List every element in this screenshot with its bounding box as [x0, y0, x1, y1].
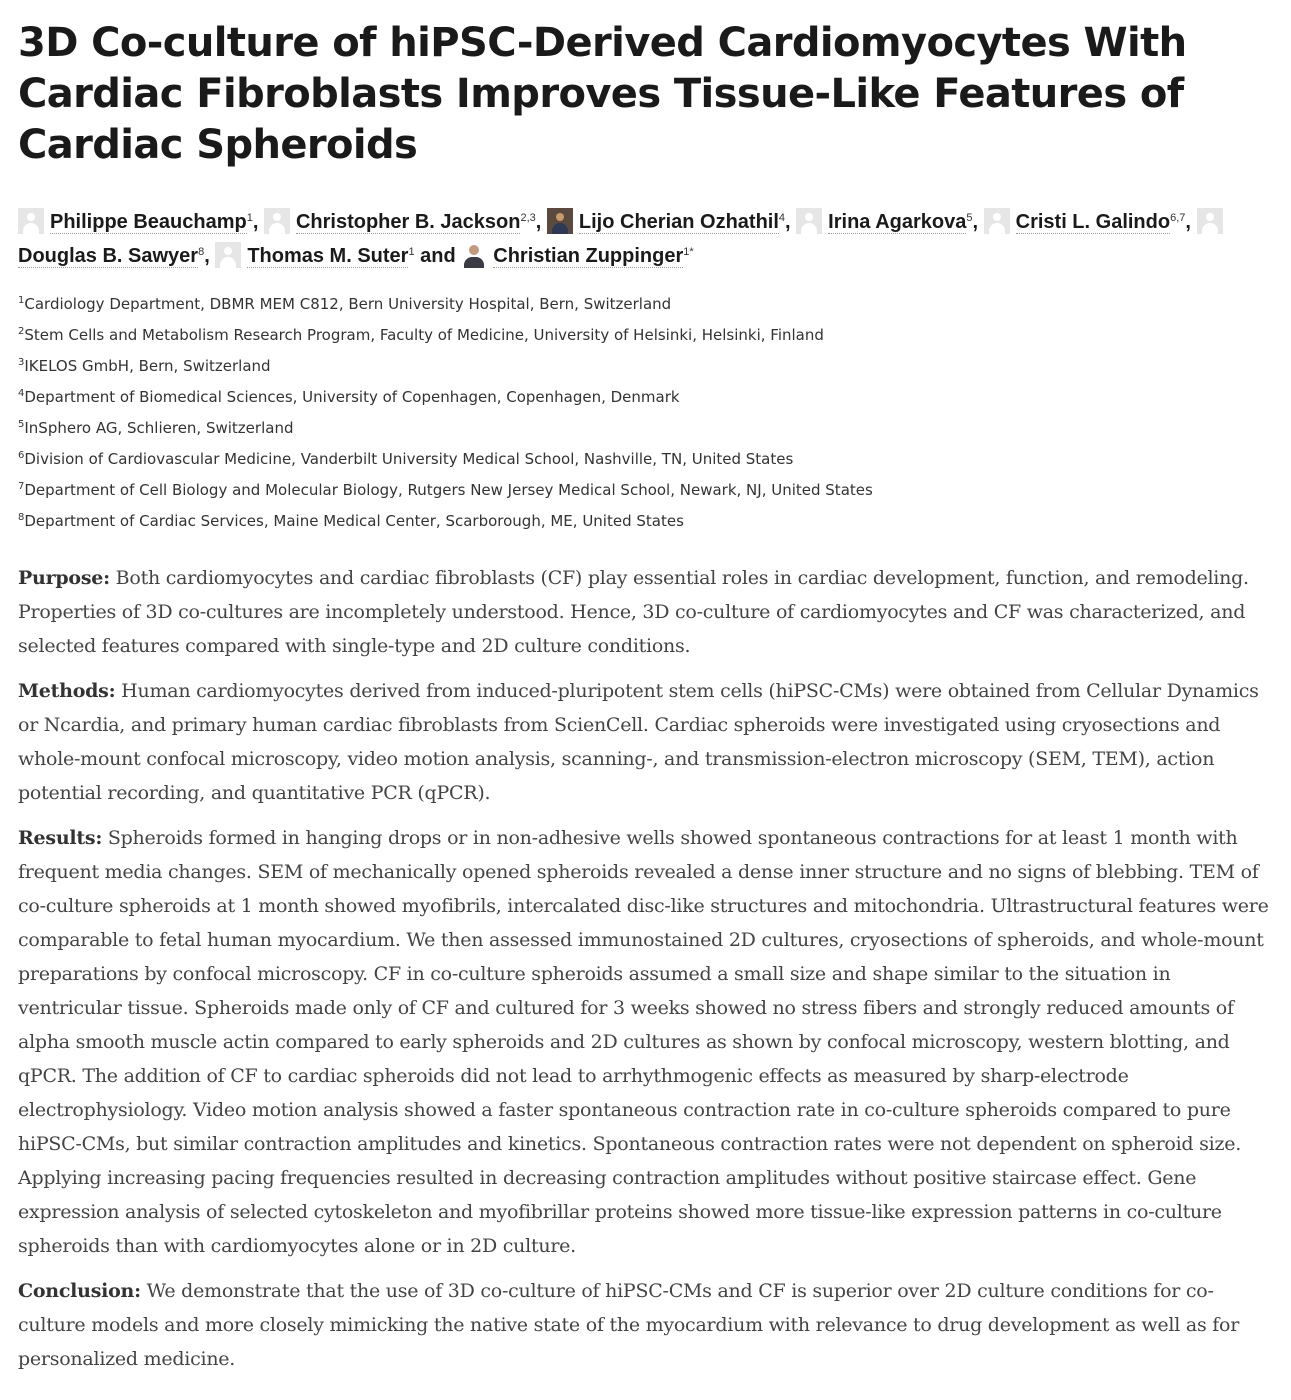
article	[18, 0, 1274, 1387]
avatar-photo-icon	[461, 242, 487, 268]
author-separator: ,	[972, 211, 984, 233]
author-separator: and	[414, 245, 462, 267]
affiliation-number: 6	[18, 450, 25, 461]
affiliation-number: 8	[18, 512, 25, 523]
affiliation	[18, 287, 1274, 318]
avatar-placeholder-icon	[215, 242, 241, 268]
author-affiliation: 5	[966, 212, 973, 224]
affiliation-text: Cardiology Department, DBMR MEM C812, Bern University Hospital, Bern, Switzerland	[24, 295, 672, 313]
author-name[interactable]: Christian Zuppinger	[493, 245, 684, 267]
avatar-photo-icon	[547, 208, 573, 234]
section-label: Purpose:	[18, 567, 110, 589]
author-separator: ,	[1185, 211, 1197, 233]
affiliation	[18, 504, 1274, 535]
author-name[interactable]: Philippe Beauchamp	[50, 211, 247, 233]
abstract-methods	[18, 674, 1274, 810]
section-label: Results:	[18, 827, 103, 849]
author-name[interactable]: Douglas B. Sawyer	[18, 245, 199, 267]
author[interactable]	[215, 245, 461, 267]
affiliation-text: Department of Cell Biology and Molecular Biology, Rutgers New Jersey Medical School, Newark, NJ, United States	[24, 481, 873, 499]
affiliation	[18, 473, 1274, 504]
author-separator: ,	[785, 211, 797, 233]
affiliation-number: 5	[18, 419, 25, 430]
author[interactable]	[547, 211, 796, 233]
affiliation-text: Department of Biomedical Sciences, University of Copenhagen, Copenhagen, Denmark	[24, 388, 680, 406]
author-affiliation: 1	[408, 246, 415, 258]
affiliation-text: Department of Cardiac Services, Maine Medical Center, Scarborough, ME, United States	[24, 512, 684, 530]
avatar-placeholder-icon	[984, 208, 1010, 234]
author[interactable]	[984, 211, 1197, 233]
affiliation	[18, 442, 1274, 473]
abstract-conclusion	[18, 1274, 1274, 1376]
author-separator: ,	[252, 211, 264, 233]
article-title: 3D Co-culture of hiPSC-Derived Cardiomyocytes With Cardiac Fibroblasts Improves Tissue-Like Features of Cardiac Spheroids	[18, 20, 1187, 168]
affiliation	[18, 349, 1274, 380]
abstract	[18, 561, 1274, 1376]
author[interactable]	[264, 211, 547, 233]
author-name[interactable]: Thomas M. Suter	[247, 245, 409, 267]
abstract-results	[18, 821, 1274, 1263]
author-affiliation: 1	[246, 212, 253, 224]
section-text: Both cardiomyocytes and cardiac fibroblasts (CF) play essential roles in cardiac development, function, and remodeling. Properties of 3D co-cultures are incompletely understood. Hence, 3D co-culture of cardiomyocytes and CF was characterized, and selected features compared with single-type and 2D culture conditions.	[18, 567, 1249, 657]
author[interactable]	[461, 245, 693, 267]
affiliation	[18, 318, 1274, 349]
author-affiliation: 8	[198, 246, 205, 258]
section-text: Spheroids formed in hanging drops or in non-adhesive wells showed spontaneous contractions for at least 1 month with frequent media changes. SEM of mechanically opened spheroids revealed a dense inner structure and no signs of blebbing. TEM of co-culture spheroids at 1 month showed myofibrils, intercalated disc-like structures and mitochondria. Ultrastructural features were comparable to fetal human myocardium. We then assessed immunostained 2D cultures, cryosections of spheroids, and whole-mount preparations by confocal microscopy. CF in co-culture spheroids assumed a small size and shape similar to the situation in ventricular tissue. Spheroids made only of CF and cultured for 3 weeks showed no stress fibers and strongly reduced amounts of alpha smooth muscle actin compared to early spheroids and 2D cultures as shown by confocal microscopy, western blotting, and qPCR. The addition of CF to cardiac spheroids did not lead to arrhythmogenic effects as measured by sharp-electrode electrophysiology. Video motion analysis showed a faster spontaneous contraction rate in co-culture spheroids compared to pure hiPSC-CMs, but similar contraction amplitudes and kinetics. Spontaneous contraction rates were not dependent on spheroid size. Applying increasing pacing frequencies resulted in decreasing contraction amplitudes without positive staircase effect. Gene expression analysis of selected cytoskeleton and myofibrillar proteins showed more tissue-like expression patterns in co-culture spheroids than with cardiomyocytes alone or in 2D culture.	[18, 827, 1269, 1257]
affiliation-text: InSphero AG, Schlieren, Switzerland	[24, 419, 294, 437]
avatar-placeholder-icon	[796, 208, 822, 234]
abstract-purpose	[18, 561, 1274, 663]
avatar-placeholder-icon	[1197, 208, 1223, 234]
affiliation	[18, 411, 1274, 442]
affiliation-text: Division of Cardiovascular Medicine, Vanderbilt University Medical School, Nashville, TN, United States	[24, 450, 794, 468]
author-separator: ,	[204, 245, 216, 267]
author-name[interactable]: Lijo Cherian Ozhathil	[578, 211, 779, 233]
author-affiliation: 2,3	[520, 212, 536, 224]
section-label: Conclusion:	[18, 1280, 141, 1302]
affiliation-number: 1	[18, 295, 25, 306]
author-separator: ,	[535, 211, 547, 233]
author[interactable]	[18, 211, 264, 233]
affiliation-number: 4	[18, 388, 25, 399]
author-list	[18, 203, 1274, 271]
affiliation-text: Stem Cells and Metabolism Research Program, Faculty of Medicine, University of Helsinki, Helsinki, Finland	[24, 326, 824, 344]
section-text: We demonstrate that the use of 3D co-culture of hiPSC-CMs and CF is superior over 2D culture conditions for co-culture models and more closely mimicking the native state of the myocardium with relevance to drug development as well as for personalized medicine.	[18, 1280, 1240, 1370]
author-name[interactable]: Christopher B. Jackson	[295, 211, 521, 233]
avatar-placeholder-icon	[264, 208, 290, 234]
affiliation-text: IKELOS GmbH, Bern, Switzerland	[24, 357, 271, 375]
affiliation-number: 7	[18, 481, 25, 492]
author-affiliation: 1*	[683, 246, 694, 258]
avatar-placeholder-icon	[18, 208, 44, 234]
affiliation-number: 2	[18, 326, 25, 337]
affiliation	[18, 380, 1274, 411]
section-text: Human cardiomyocytes derived from induced-pluripotent stem cells (hiPSC-CMs) were obtained from Cellular Dynamics or Ncardia, and primary human cardiac fibroblasts from ScienCell. Cardiac spheroids were investigated using cryosections and whole-mount confocal microscopy, video motion analysis, scanning-, and transmission-electron microscopy (SEM, TEM), action potential recording, and quantitative PCR (qPCR).	[18, 680, 1259, 804]
author-affiliation: 6,7	[1170, 212, 1186, 224]
author-name[interactable]: Cristi L. Galindo	[1015, 211, 1171, 233]
author[interactable]	[796, 211, 983, 233]
author-affiliation: 4	[778, 212, 786, 224]
author[interactable]	[18, 245, 215, 267]
section-label: Methods:	[18, 680, 116, 702]
author-name[interactable]: Irina Agarkova	[828, 211, 967, 233]
affiliation-number: 3	[18, 357, 25, 368]
affiliation-list	[18, 287, 1274, 535]
